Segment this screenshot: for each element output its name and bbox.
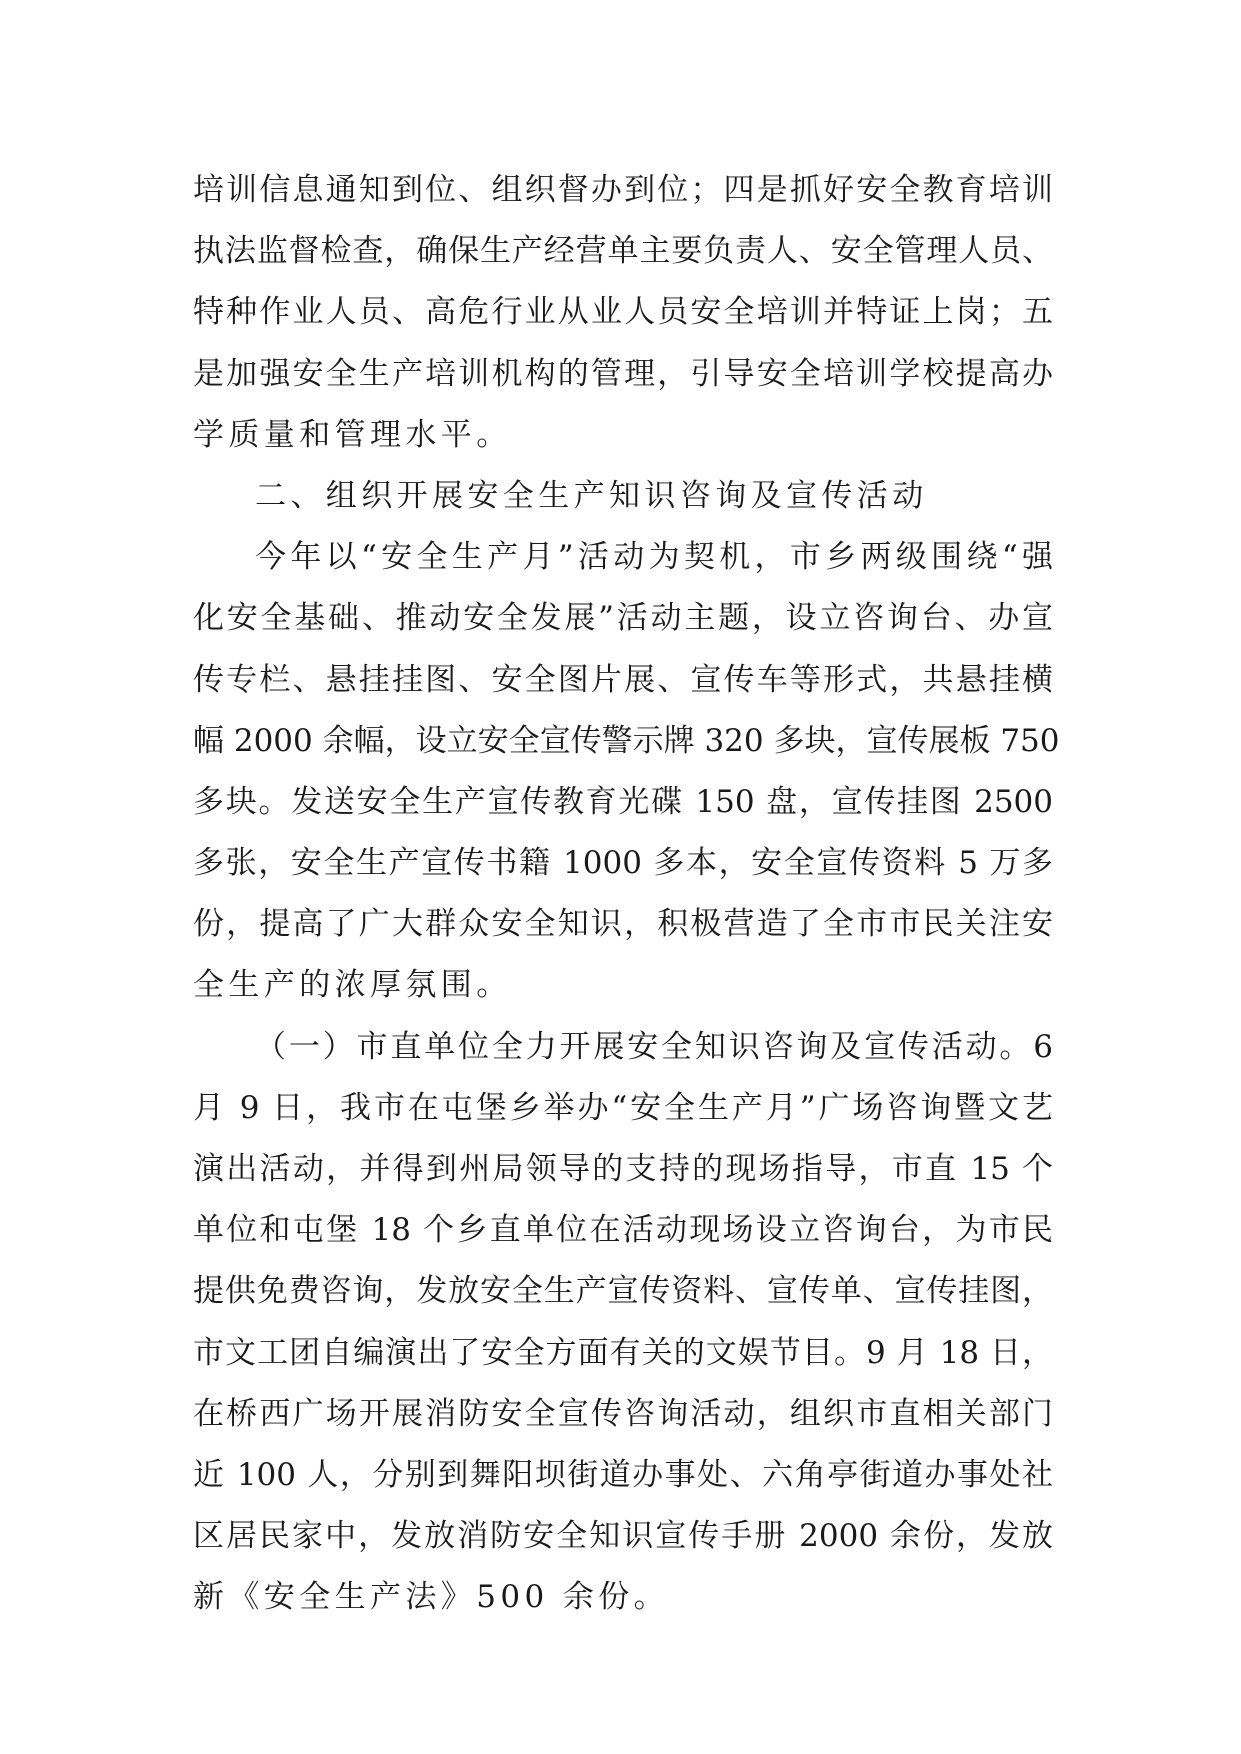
text-line: 学质量和管理水平。 (193, 416, 512, 453)
text-line: 化安全基础、推动安全发展”活动主题，设立咨询台、办宣 (193, 600, 1053, 637)
text-line: 全生产的浓厚氛围。 (193, 967, 512, 1004)
text-line: 执法监督检查，确保生产经营单主要负责人、安全管理人员、 (193, 233, 1053, 270)
text-line: 月 9 日，我市在屯堡乡举办“安全生产月”广场咨询暨文艺 (193, 1089, 1053, 1126)
text-line: 今年以“安全生产月”活动为契机，市乡两级围绕“强 (255, 539, 1053, 576)
subsection-heading: （一）市直单位全力开展安全知识咨询及宣传活动。6 (255, 1028, 1053, 1065)
text-line: 单位和屯堡 18 个乡直单位在活动现场设立咨询台，为市民 (193, 1212, 1053, 1249)
text-line: 培训信息通知到位、组织督办到位；四是抓好安全教育培训 (193, 172, 1053, 208)
document-body (193, 160, 1060, 1629)
text-line: 在桥西广场开展消防安全宣传咨询活动，组织市直相关部门 (193, 1395, 1053, 1432)
text-line: 新《安全生产法》500 余份。 (193, 1579, 670, 1616)
text-line: 区居民家中，发放消防安全知识宣传手册 2000 余份，发放 (193, 1518, 1053, 1555)
text-line: 提供免费咨询，发放安全生产宣传资料、宣传单、宣传挂图， (193, 1273, 1053, 1310)
text-line: 多块。发送安全生产宣传教育光碟 150 盘，宣传挂图 2500 (193, 783, 1053, 820)
text-line: 是加强安全生产培训机构的管理，引导安全培训学校提高办 (193, 355, 1053, 392)
section-heading: 二、组织开展安全生产知识咨询及宣传活动 (255, 477, 928, 514)
text-line: 市文工团自编演出了安全方面有关的文娱节目。9 月 18 日， (193, 1334, 1053, 1371)
text-line: 传专栏、悬挂挂图、安全图片展、宣传车等形式，共悬挂横 (193, 661, 1053, 698)
text-line: 演出活动，并得到州局领导的支持的现场指导，市直 15 个 (193, 1151, 1053, 1187)
text-line: 近 100 人，分别到舞阳坝街道办事处、六角亭街道办事处社 (193, 1456, 1053, 1493)
text-line: 份，提高了广大群众安全知识，积极营造了全市市民关注安 (193, 906, 1053, 943)
text-line: 幅 2000 余幅，设立安全宣传警示牌 320 多块，宣传展板 750 (193, 722, 1060, 759)
text-line: 多张，安全生产宣传书籍 1000 多本，安全宣传资料 5 万多 (193, 845, 1053, 882)
text-line: 特种作业人员、高危行业从业人员安全培训并特证上岗；五 (193, 294, 1053, 331)
